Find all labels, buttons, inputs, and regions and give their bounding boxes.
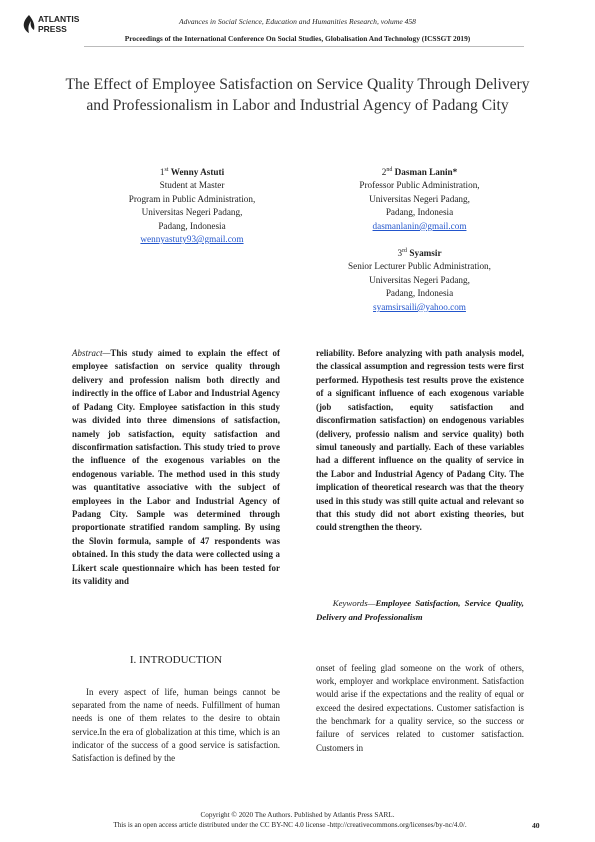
author-1 xyxy=(88,164,296,247)
author-3 xyxy=(312,245,527,314)
introduction-continued-paragraph: onset of feeling glad someone on the work of others, work, employer and workplace environment. Satisfaction would arise if the expectations and the reality of equal or exceed the desired expectations. Customer satisfaction is the benchmark for a quality service, so the success or failure of services related to customer satisfaction. Customers in xyxy=(316,662,524,753)
author-affiliation-line: Padang, Indonesia xyxy=(158,220,226,231)
proceedings-title: Proceedings of the International Conference On Social Studies, Globalisation And Technology (ICSSGT 2019) xyxy=(124,34,471,43)
author-affiliation-line: Student at Master xyxy=(159,180,225,191)
author-ordinal-suffix: rd xyxy=(402,248,408,254)
section-heading-introduction: I. INTRODUCTION xyxy=(129,654,223,666)
abstract-continued-text: reliability. Before analyzing with path analysis model, the classical assumption and regression tests were first performed. Hypothesis test results prove the existence of a significant influence of each exogenous variable (job satisfaction, equity satisfaction and disconfirmation satisfaction) on endogenous variables (delivery, professio nalism and service quality) both simul taneously and partially. Each of these variables had a different influence on the quality of service in the Labor and Industrial Agency of Padang City. The implication of theoretical research was that the theory used in this study was still quite actual and relevant so that this study did not abort existing theories, but could strengthen the theory. xyxy=(316,348,524,533)
author-affiliation-line: Padang, Indonesia xyxy=(385,207,454,218)
author-email-link[interactable]: wennyastuty93@gmail.com xyxy=(140,234,244,245)
logo-line2: PRESS xyxy=(38,24,67,34)
series-title: Advances in Social Science, Education and Humanities Research, volume 458 xyxy=(179,17,416,26)
author-name: Syamsir xyxy=(409,248,442,259)
author-ordinal: 3 xyxy=(397,248,403,259)
author-ordinal: 1 xyxy=(159,167,165,178)
footer-license: This is an open access article distributed under the CC BY-NC 4.0 license -http://creativecommons.org/licenses/by-nc/4.0/. xyxy=(113,821,467,829)
introduction-paragraph: In every aspect of life, human beings cannot be separated from the name of needs. Fulfillment of human needs is one of them relates to the desire to obtain service.In the era of globalization at this time, which is an indicator of the success of a good service is satisfaction. Satisfaction is defined by the xyxy=(72,686,280,764)
author-affiliation-line: Padang, Indonesia xyxy=(385,288,454,299)
introduction-body xyxy=(72,677,280,775)
page-number: 40 xyxy=(532,821,540,830)
footer-copyright: Copyright © 2020 The Authors. Published by Atlantis Press SARL. xyxy=(200,811,395,819)
author-affiliation-line: Universitas Negeri Padang, xyxy=(141,207,243,218)
author-ordinal: 2 xyxy=(381,167,387,178)
author-ordinal-suffix: st xyxy=(164,167,169,173)
abstract-continued xyxy=(316,347,524,535)
keywords-label: Keywords— xyxy=(332,598,376,608)
author-affiliation-line: Senior Lecturer Public Administration, xyxy=(348,261,491,272)
introduction-continued xyxy=(316,653,524,764)
author-name: Dasman Lanin* xyxy=(394,167,458,178)
author-email-link[interactable]: syamsirsaili@yahoo.com xyxy=(373,301,466,312)
abstract xyxy=(72,347,280,589)
header-divider xyxy=(84,46,524,47)
abstract-label: Abstract— xyxy=(72,348,111,358)
author-2 xyxy=(312,164,527,233)
author-name: Wenny Astuti xyxy=(170,167,225,178)
author-affiliation-line: Professor Public Administration, xyxy=(359,180,480,191)
abstract-text: This study aimed to explain the effect of employee satisfaction on service quality through delivery and profession nalism both directly and indirectly in the office of Labor and Industrial Agency of Padang City. Employee satisfaction in this study was divided into three dimensions of satisfaction, namely job satisfaction, equity satisfaction and disconfirmation satisfaction. This study tried to prove the influence of the exogenous variables on the endogenous variable. The method used in this study was quantitative associative with the subject of employees in the Labor and Industrial Agency of Padang City. Sample was determined through proportionate stratified random sampling. By using the Slovin formula, sample of 47 respondents was obtained. In this study the data were collected using a Likert scale questionnaire which has been tested for its validity and xyxy=(72,348,280,587)
author-affiliation-line: Program in Public Administration, xyxy=(128,193,256,204)
author-email-link[interactable]: dasmanlanin@gmail.com xyxy=(372,220,467,231)
logo-line1: ATLANTIS xyxy=(38,14,80,24)
paper-title: The Effect of Employee Satisfaction on Service Quality Through Delivery and Professionalism in Labor and Industrial Agency of Padang City xyxy=(65,76,530,114)
keywords-text: Employee Satisfaction, Service Quality, Delivery and Professionalism xyxy=(316,598,525,622)
keywords xyxy=(316,597,524,624)
author-ordinal-suffix: nd xyxy=(386,167,393,173)
author-affiliation-line: Universitas Negeri Padang, xyxy=(369,274,470,285)
author-affiliation-line: Universitas Negeri Padang, xyxy=(369,193,470,204)
